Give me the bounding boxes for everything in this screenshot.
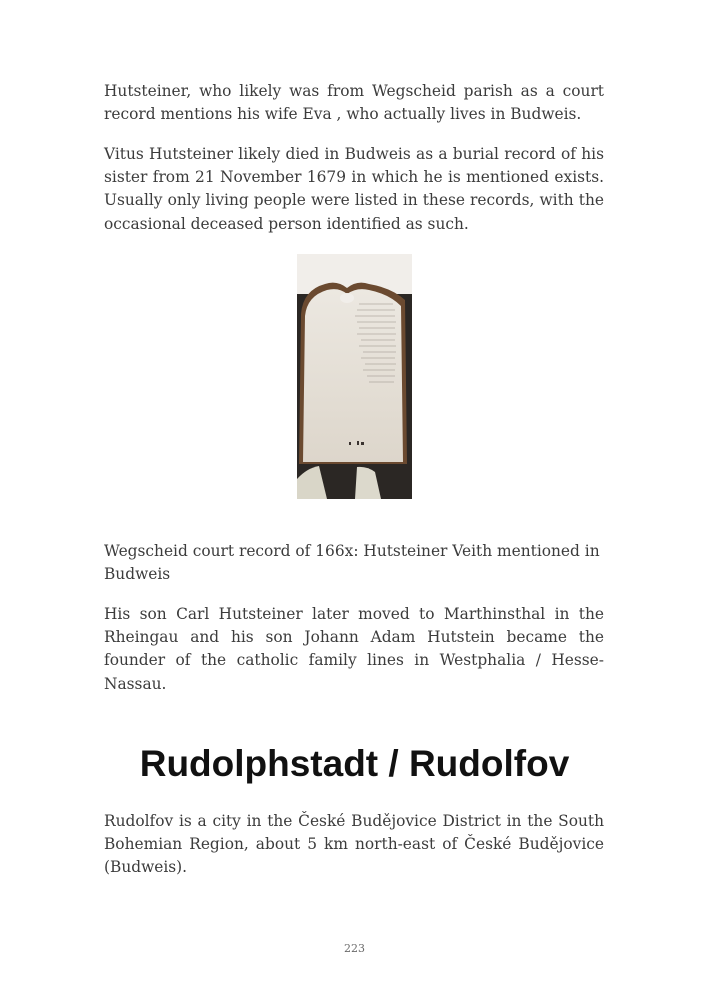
figure-caption: Wegscheid court record of 166x: Hutsteiner Veith mentioned in Budweis (104, 542, 600, 584)
paragraph-vitus-burial: Vitus Hutsteiner likely died in Budweis as a burial record of his sister from 21 November 1679 in which he is mentioned exists. Usually only living people were listed in these records, with the occasional deceased person identified as such. (104, 145, 604, 233)
page-number: 223 (344, 942, 365, 955)
paragraph-rudolfov: Rudolfov is a city in the České Budějovice District in the South Bohemian Region, about 5 km north-east of České Budějovice (Budweis). (104, 812, 604, 877)
court-record-photo-icon (297, 254, 412, 499)
section-heading: Rudolphstadt / Rudolfov (139, 743, 570, 784)
paragraph-hutsteiner-wegscheid: Hutsteiner, who likely was from Wegscheid parish as a court record mentions his wife Eva , who actually lives in Budweis. (104, 82, 604, 124)
paragraph-carl-hutsteiner: His son Carl Hutsteiner later moved to Marthinsthal in the Rheingau and his son Johann Adam Hutstein became the founder of the catholic family lines in Westphalia / Hesse-Nassau. (104, 605, 604, 693)
court-record-image (297, 254, 412, 499)
